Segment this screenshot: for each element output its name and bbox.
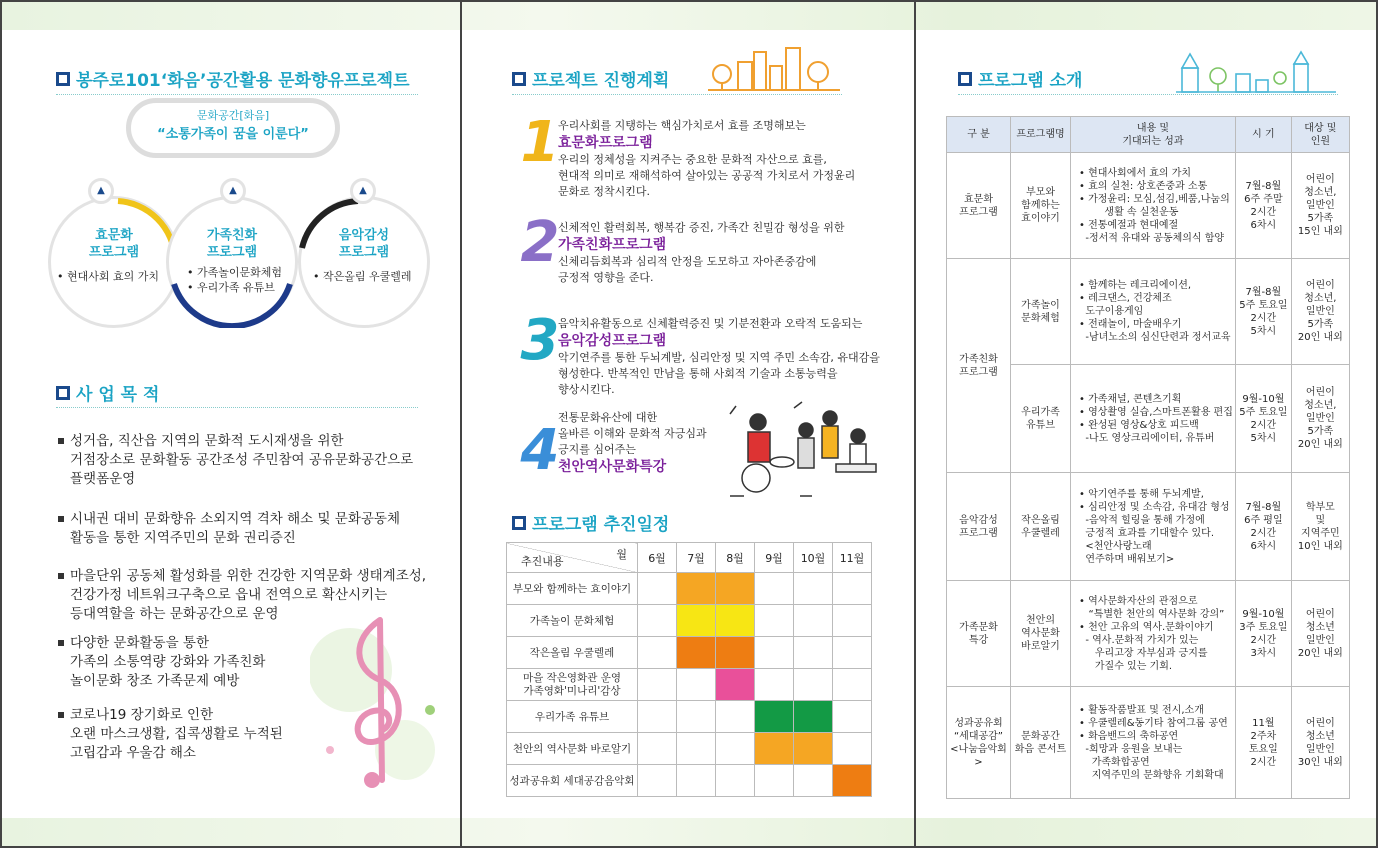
schedule-cell	[833, 765, 872, 797]
vision-label: 문화공간[화음]	[196, 109, 270, 122]
schedule-row	[507, 669, 872, 701]
category-cell: 가족친화 프로그램	[947, 259, 1011, 473]
step-number-1: 1	[520, 110, 560, 175]
schedule-row-label: 우리가족 유튜브	[507, 701, 638, 733]
category-cell: 가족문화 특강	[947, 581, 1011, 687]
schedule-cell	[716, 573, 755, 605]
schedule-title	[512, 510, 669, 535]
purpose-title	[56, 380, 159, 405]
schedule-cell	[755, 637, 794, 669]
schedule-cell	[677, 573, 716, 605]
square-bullet-icon	[958, 72, 972, 86]
treble-clef-decoration-icon	[310, 600, 460, 800]
table-row	[947, 259, 1350, 365]
step-number-4: 4	[520, 418, 560, 483]
period-cell: 9월-10월 3주 토요일 2시간 3차시	[1235, 581, 1291, 687]
table-row	[947, 473, 1350, 581]
schedule-row	[507, 573, 872, 605]
schedule-row	[507, 637, 872, 669]
circle-item: • 현대사회 효의 가치	[57, 270, 159, 283]
category-cell: 음악감성 프로그램	[947, 473, 1011, 581]
vision-slogan: “소통가족이 꿈을 이룬다”	[157, 127, 309, 142]
vision-pill	[126, 98, 340, 158]
schedule-cell	[638, 605, 677, 637]
schedule-cell	[677, 669, 716, 701]
divider	[512, 94, 842, 95]
yellow-arc-icon	[48, 196, 180, 328]
project-title-text: 봉주로101‘화음’공간활용 문화향유프로젝트	[76, 71, 410, 91]
table-row	[507, 543, 872, 573]
table-header-row	[947, 117, 1350, 153]
circle-item: • 작은올림 우쿨렐레	[313, 270, 412, 283]
purpose-title-text: 사 업 목 적	[76, 385, 160, 405]
schedule-table	[506, 542, 872, 797]
schedule-cell	[794, 637, 833, 669]
schedule-cell	[794, 733, 833, 765]
period-cell: 7월-8월 6주 주말 2시간 6차시	[1235, 153, 1291, 259]
square-bullet-icon	[58, 712, 64, 718]
schedule-cell	[794, 573, 833, 605]
schedule-cell	[755, 701, 794, 733]
content-cell: • 역사문화자산의 관점으로 “특별한 천안의 역사문화 강의” • 천안 고유의 역사.문화이야기 - 역사.문화적 가치가 있는 우리고장 자부심과 긍지를 가질수 있는 기회.	[1071, 581, 1236, 687]
schedule-cell	[677, 765, 716, 797]
schedule-cell	[677, 701, 716, 733]
circle-item: • 우리가족 유튜브	[187, 281, 275, 294]
schedule-cell	[833, 605, 872, 637]
schedule-cell	[638, 669, 677, 701]
up-arrow-icon: ▲	[88, 178, 114, 204]
header-program: 프로그램명	[1011, 117, 1071, 153]
period-cell: 7월-8월 5주 토요일 2시간 5차시	[1235, 259, 1291, 365]
step-text-4: 전통문화유산에 대한 올바른 이해와 문화적 자긍심과 긍지를 심어주는 천안역사문화특강	[558, 411, 707, 475]
content-cell: • 함께하는 레크리에이션, • 레크댄스, 건강체조 도구이용게임 • 전래놀이, 마술배우기 -남녀노소의 심신단련과 정서교육	[1071, 259, 1236, 365]
square-bullet-icon	[56, 386, 70, 400]
target-cell: 어린이 청소년, 일반인 5가족 15인 내외	[1291, 153, 1349, 259]
schedule-cell	[716, 605, 755, 637]
schedule-row	[507, 733, 872, 765]
program-cell: 우리가족 유튜브	[1011, 365, 1071, 473]
schedule-cell	[638, 573, 677, 605]
schedule-cell	[755, 765, 794, 797]
schedule-cell	[716, 765, 755, 797]
fold-line-2	[914, 2, 916, 846]
schedule-row-label: 성과공유회 세대공감음악회	[507, 765, 638, 797]
program-cell: 천안의 역사문화 바로알기	[1011, 581, 1071, 687]
schedule-cell	[833, 669, 872, 701]
month-header: 9월	[755, 543, 794, 573]
schedule-corner-cell	[507, 543, 638, 573]
circle-title: 효문화	[95, 228, 133, 243]
schedule-cell	[638, 733, 677, 765]
schedule-cell	[677, 733, 716, 765]
schedule-row-label: 천안의 역사문화 바로알기	[507, 733, 638, 765]
project-title	[56, 66, 410, 91]
content-cell: • 활동작품발표 및 전시,소개 • 우쿨렐레&동기타 참여그룹 공연 • 화음밴드의 축하공연 -희망과 응원을 보내는 가족화합공연 지역주민의 문화향유 기회확대	[1071, 687, 1236, 799]
step-number-2: 2	[520, 210, 560, 275]
schedule-cell	[794, 765, 833, 797]
schedule-cell	[755, 669, 794, 701]
schedule-cell	[794, 701, 833, 733]
program-cell: 가족놀이 문화체험	[1011, 259, 1071, 365]
schedule-cell	[638, 637, 677, 669]
schedule-cell	[716, 733, 755, 765]
header-content: 내용 및 기대되는 성과	[1071, 117, 1236, 153]
circle-title: 음악감성	[338, 228, 390, 243]
month-header: 10월	[794, 543, 833, 573]
square-bullet-icon	[58, 438, 64, 444]
header-target: 대상 및 인원	[1291, 117, 1349, 153]
circle-item: • 가족놀이문화체험	[187, 266, 282, 279]
schedule-cell	[716, 701, 755, 733]
period-cell: 9월-10월 5주 토요일 2시간 5차시	[1235, 365, 1291, 473]
content-cell: • 악기연주를 통해 두뇌계발, • 심리안정 및 소속감, 유대감 형성 -음악적 힐링을 통해 가정에 긍정적 효과를 기대할수 있다. <천안사랑노래 연주하며 배워보기>	[1071, 473, 1236, 581]
schedule-row-label: 마을 작은영화관 운영 가족영화'미나리'감상	[507, 669, 638, 701]
corner-month-label: 월	[616, 548, 627, 561]
square-bullet-icon	[512, 516, 526, 530]
table-row	[947, 581, 1350, 687]
family-band-illustration-icon	[710, 400, 880, 500]
schedule-cell	[638, 701, 677, 733]
square-bullet-icon	[58, 516, 64, 522]
fold-line-1	[460, 2, 462, 846]
schedule-row	[507, 605, 872, 637]
category-cell: 효문화 프로그램	[947, 153, 1011, 259]
schedule-cell	[755, 573, 794, 605]
schedule-cell	[833, 637, 872, 669]
step-number-3: 3	[520, 308, 560, 373]
square-bullet-icon	[512, 72, 526, 86]
schedule-cell	[833, 733, 872, 765]
black-arc-icon	[298, 196, 430, 328]
program-cell: 문화공간 화음 콘서트	[1011, 687, 1071, 799]
city-skyline-icon	[708, 44, 840, 92]
schedule-cell	[794, 605, 833, 637]
schedule-cell	[716, 669, 755, 701]
circle-title: 가족친화	[206, 228, 258, 243]
table-row	[947, 687, 1350, 799]
schedule-row-label: 작은올림 우쿨렐레	[507, 637, 638, 669]
content-cell: • 현대사회에서 효의 가치 • 효의 실천: 상호존중과 소통 • 가정윤리: 모심,섬김,베품,나눔의 생활 속 실천운동 • 전통예절과 현대예절 -정서적 유대와 공동체의식 함양	[1071, 153, 1236, 259]
circle-title: 프로그램	[88, 245, 140, 260]
town-skyline-icon	[1176, 48, 1336, 94]
up-arrow-icon: ▲	[220, 178, 246, 204]
schedule-cell	[677, 637, 716, 669]
table-row	[947, 153, 1350, 259]
square-bullet-icon	[56, 72, 70, 86]
header-period: 시 기	[1235, 117, 1291, 153]
category-cell: 성과공유회 “세대공감” <나눔음악회>	[947, 687, 1011, 799]
up-arrow-icon: ▲	[350, 178, 376, 204]
intro-title-text: 프로그램 소개	[978, 71, 1083, 91]
schedule-cell	[833, 701, 872, 733]
target-cell: 어린이 청소년 일반인 20인 내외	[1291, 581, 1349, 687]
schedule-title-text: 프로그램 추진일정	[532, 515, 670, 535]
schedule-row-label: 가족놀이 문화체험	[507, 605, 638, 637]
schedule-cell	[755, 605, 794, 637]
program-table	[946, 116, 1350, 799]
step-text-2: 신체적인 활력회복, 행복감 증진, 가족간 친밀감 형성을 위한 가족친화프로그램 신체리듬회복과 심리적 안정을 도모하고 자아존중감에 긍정적 영향을 준다.	[558, 221, 845, 284]
plan-title	[512, 66, 669, 91]
target-cell: 어린이 청소년, 일반인 5가족 20인 내외	[1291, 365, 1349, 473]
schedule-cell	[716, 637, 755, 669]
navy-arc-icon	[166, 196, 298, 328]
schedule-row-label: 부모와 함께하는 효이야기	[507, 573, 638, 605]
schedule-cell	[833, 573, 872, 605]
schedule-row	[507, 765, 872, 797]
step-text-3: 음악치유활동으로 신체활력증진 및 기분전환과 오락적 도움되는 음악감성프로그램 악기연주를 통한 두뇌계발, 심리안정 및 지역 주민 소속감, 유대감을 형성한다. 반복적인 만남을 통해 사회적 기술과 소통능력을 향상시킨다.	[558, 317, 880, 396]
program-cell: 작은올림 우쿨렐레	[1011, 473, 1071, 581]
intro-title	[958, 66, 1082, 91]
content-cell: • 가족채널, 콘텐츠기획 • 영상촬영 실습,스마트폰활용 편집 • 완성된 영상&상호 피드백 -나도 영상크리에이터, 유튜버	[1071, 365, 1236, 473]
target-cell: 학부모 및 지역주민 10인 내외	[1291, 473, 1349, 581]
schedule-cell	[638, 765, 677, 797]
circle-title: 프로그램	[338, 245, 390, 260]
month-header: 11월	[833, 543, 872, 573]
target-cell: 어린이 청소년, 일반인 5가족 20인 내외	[1291, 259, 1349, 365]
schedule-cell	[677, 605, 716, 637]
header-category: 구 분	[947, 117, 1011, 153]
square-bullet-icon	[58, 640, 64, 646]
target-cell: 어린이 청소년 일반인 30인 내외	[1291, 687, 1349, 799]
square-bullet-icon	[58, 573, 64, 579]
period-cell: 7월-8월 6주 평일 2시간 6차시	[1235, 473, 1291, 581]
corner-content-label: 추진내용	[521, 555, 564, 568]
schedule-cell	[755, 733, 794, 765]
program-cell: 부모와 함께하는 효이야기	[1011, 153, 1071, 259]
circle-title: 프로그램	[206, 245, 258, 260]
plan-title-text: 프로젝트 진행계획	[532, 71, 670, 91]
month-header: 8월	[716, 543, 755, 573]
month-header: 7월	[677, 543, 716, 573]
schedule-cell	[794, 669, 833, 701]
step-text-1: 우리사회를 지탱하는 핵심가치로서 효를 조명해보는 효문화프로그램 우리의 정체성을 지켜주는 중요한 문화적 자산으로 효를, 현대적 의미로 재해석하여 살아있는 공공적 가치로서 가정윤리 문화로 정착시킨다.	[558, 119, 856, 198]
month-header: 6월	[638, 543, 677, 573]
divider	[958, 94, 1338, 95]
schedule-row	[507, 701, 872, 733]
period-cell: 11월 2주차 토요일 2시간	[1235, 687, 1291, 799]
divider	[56, 94, 418, 95]
divider	[56, 407, 418, 408]
